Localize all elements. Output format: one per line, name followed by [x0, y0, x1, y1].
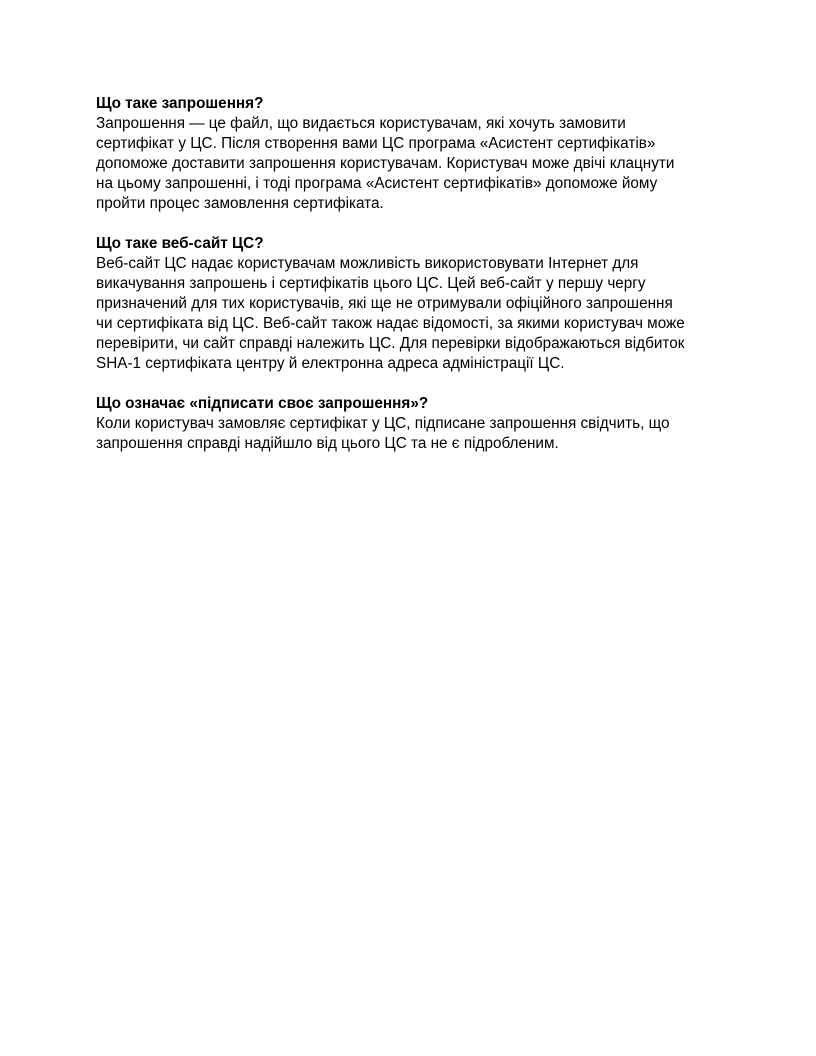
paragraph-line: чи сертифіката від ЦС. Веб-сайт також надає відомості, за якими користувач може [96, 315, 685, 332]
section-heading: Що таке запрошення? [96, 95, 264, 112]
section-heading: Що таке веб-сайт ЦС? [96, 235, 264, 252]
section-website [96, 234, 736, 374]
paragraph-line: на цьому запрошенні, і тоді програма «Асистент сертифікатів» допоможе йому [96, 175, 658, 192]
paragraph-line: сертифікат у ЦС. Після створення вами ЦС програма «Асистент сертифікатів» [96, 135, 656, 152]
paragraph-line: запрошення справді надійшло від цього ЦС та не є підробленим. [96, 435, 559, 452]
section-invitation [96, 94, 736, 214]
paragraph-line: викачування запрошень і сертифікатів цього ЦС. Цей веб-сайт у першу чергу [96, 275, 646, 292]
paragraph-line: Коли користувач замовляє сертифікат у ЦС, підписане запрошення свідчить, що [96, 415, 670, 432]
document-body [96, 94, 736, 474]
paragraph-line: Веб-сайт ЦС надає користувачам можливість використовувати Інтернет для [96, 255, 639, 272]
paragraph-line: SHA-1 сертифіката центру й електронна адреса адміністрації ЦС. [96, 355, 565, 372]
paragraph-line: Запрошення — це файл, що видається користувачам, які хочуть замовити [96, 115, 626, 132]
paragraph-line: пройти процес замовлення сертифіката. [96, 195, 384, 212]
paragraph-line: допоможе доставити запрошення користувачам. Користувач може двічі клацнути [96, 155, 675, 172]
section-sign-invitation [96, 394, 736, 454]
paragraph-line: призначений для тих користувачів, які ще не отримували офіційного запрошення [96, 295, 673, 312]
section-heading: Що означає «підписати своє запрошення»? [96, 395, 429, 412]
paragraph-line: перевірити, чи сайт справді належить ЦС. Для перевірки відображаються відбиток [96, 335, 685, 352]
